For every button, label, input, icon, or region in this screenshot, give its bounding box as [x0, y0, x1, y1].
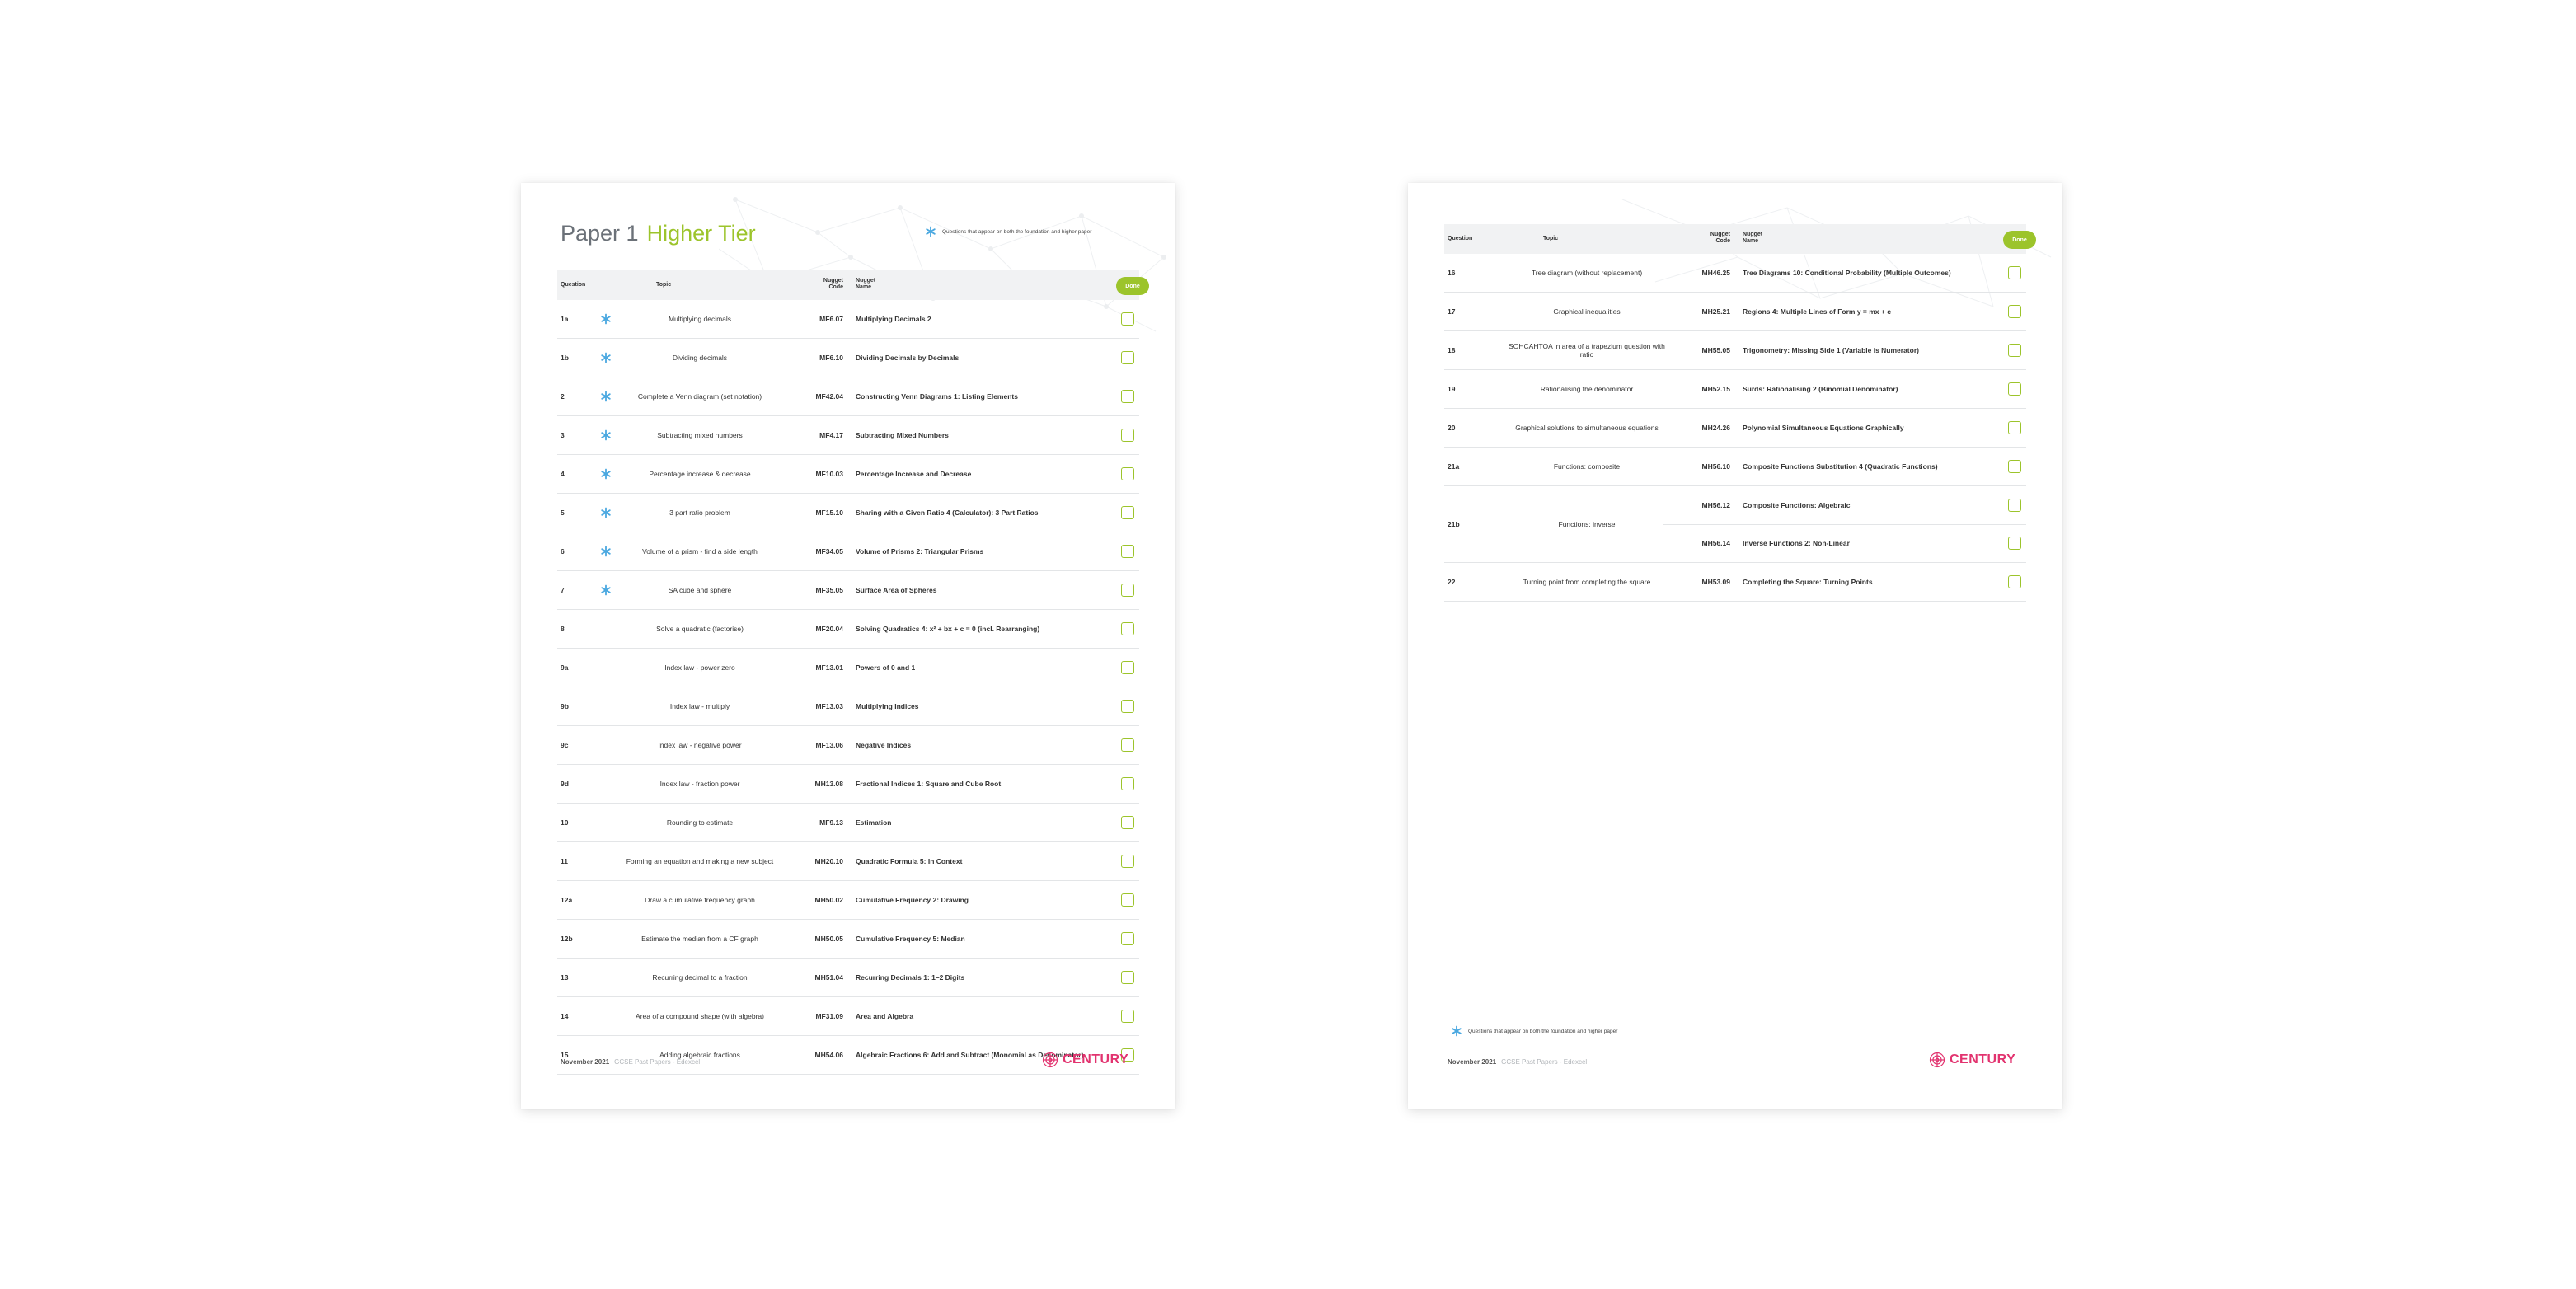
- topic: Draw a cumulative frequency graph: [645, 896, 755, 904]
- document-page-1: [521, 183, 1175, 1109]
- question-number: 19: [1448, 385, 1456, 393]
- footer-date: November 2021: [561, 1058, 610, 1066]
- done-checkbox[interactable]: [2008, 575, 2021, 588]
- asterisk-icon: [600, 546, 612, 557]
- table-row: [557, 339, 1139, 377]
- table-row: [557, 300, 1139, 339]
- nugget-name: Polynomial Simultaneous Equations Graphically: [1743, 424, 1904, 432]
- question-number: 4: [561, 470, 565, 478]
- nugget-code: MH25.21: [1701, 307, 1730, 316]
- table-row: [557, 571, 1139, 610]
- done-checkbox[interactable]: [2008, 305, 2021, 318]
- topic: Tree diagram (without replacement): [1531, 269, 1643, 277]
- nugget-table: [1444, 224, 2062, 602]
- table-row: [557, 997, 1139, 1036]
- nugget-code: MH50.02: [814, 896, 843, 904]
- nugget-code: MF6.10: [819, 354, 843, 362]
- nugget-name: Constructing Venn Diagrams 1: Listing Elements: [856, 392, 1018, 401]
- nugget-code: MH24.26: [1701, 424, 1730, 432]
- header-nugget-code: Nugget Code: [1710, 232, 1730, 244]
- header-nugget-code: Nugget Code: [823, 278, 843, 290]
- century-logo-icon: [1929, 1052, 1945, 1068]
- done-checkbox[interactable]: [2008, 266, 2021, 279]
- header-question: Question: [1448, 236, 1473, 241]
- nugget-name: Surface Area of Spheres: [856, 586, 937, 594]
- footer-date: November 2021: [1448, 1058, 1497, 1066]
- table-row: [557, 687, 1139, 726]
- nugget-name: Tree Diagrams 10: Conditional Probability (Multiple Outcomes): [1743, 269, 1951, 277]
- asterisk-icon: [600, 584, 612, 596]
- question-number: 22: [1448, 578, 1456, 586]
- topic: Rationalising the denominator: [1540, 385, 1634, 393]
- table-row: [557, 377, 1139, 416]
- sub-row: [1663, 486, 2026, 525]
- asterisk-icon: [600, 313, 612, 325]
- topic: Functions: inverse: [1558, 520, 1616, 528]
- nugget-code: MF35.05: [815, 586, 843, 594]
- done-checkbox[interactable]: [1121, 390, 1134, 403]
- nugget-name: Subtracting Mixed Numbers: [856, 431, 949, 439]
- question-number: 15: [561, 1051, 569, 1059]
- question-number: 1a: [561, 315, 569, 323]
- century-logo-icon: [1042, 1052, 1058, 1068]
- nugget-code: MH52.15: [1701, 385, 1730, 393]
- legend-note: [1451, 1025, 1617, 1037]
- topic: Index law - multiply: [669, 702, 730, 710]
- question-number: 14: [561, 1012, 569, 1020]
- nugget-name: Sharing with a Given Ratio 4 (Calculator): 3 Part Ratios: [856, 509, 1039, 517]
- table-row: [557, 920, 1139, 959]
- question-number: 12a: [561, 896, 573, 904]
- nugget-code: MH56.10: [1701, 462, 1730, 471]
- nugget-name: Powers of 0 and 1: [856, 663, 916, 672]
- title-tier: Higher Tier: [646, 221, 756, 246]
- done-checkbox[interactable]: [1121, 816, 1134, 829]
- nugget-code: MH56.12: [1701, 501, 1730, 509]
- nugget-name: Inverse Functions 2: Non-Linear: [1743, 539, 1850, 547]
- table-row: [1444, 293, 2026, 331]
- nugget-code: MH13.08: [814, 780, 843, 788]
- question-number: 17: [1448, 307, 1456, 316]
- done-checkbox[interactable]: [1121, 467, 1134, 480]
- asterisk-icon: [600, 507, 612, 518]
- question-number: 7: [561, 586, 565, 594]
- topic: Adding algebraic fractions: [659, 1051, 740, 1059]
- nugget-name: Cumulative Frequency 2: Drawing: [856, 896, 969, 904]
- done-checkbox[interactable]: [1121, 738, 1134, 752]
- nugget-name: Area and Algebra: [856, 1012, 914, 1020]
- topic: Index law - power zero: [664, 663, 735, 672]
- nugget-name: Multiplying Decimals 2: [856, 315, 931, 323]
- topic: 3 part ratio problem: [669, 509, 730, 517]
- table-row: [557, 959, 1139, 997]
- nugget-code: MF20.04: [815, 625, 843, 633]
- table-row: [557, 610, 1139, 649]
- nugget-code: MH46.25: [1701, 269, 1730, 277]
- table-row: [557, 726, 1139, 765]
- asterisk-icon: [600, 352, 612, 363]
- header-done: Done: [1116, 277, 1149, 295]
- footer: [1448, 1058, 1587, 1066]
- done-checkbox[interactable]: [1121, 700, 1134, 713]
- page-title: [561, 221, 756, 246]
- done-checkbox[interactable]: [2008, 499, 2021, 512]
- topic: Index law - negative power: [658, 741, 742, 749]
- table-row: [1444, 331, 2026, 370]
- question-number: 16: [1448, 269, 1456, 277]
- header-question: Question: [561, 282, 586, 288]
- done-checkbox[interactable]: [1121, 971, 1134, 984]
- footer-description: GCSE Past Papers - Edexcel: [614, 1058, 701, 1066]
- nugget-name: Recurring Decimals 1: 1–2 Digits: [856, 973, 965, 982]
- topic: Area of a compound shape (with algebra): [636, 1012, 764, 1020]
- nugget-name: Trigonometry: Missing Side 1 (Variable is Numerator): [1743, 346, 1919, 354]
- nugget-name: Dividing Decimals by Decimals: [856, 354, 960, 362]
- nugget-name: Cumulative Frequency 5: Median: [856, 935, 965, 943]
- topic: Volume of a prism - find a side length: [642, 547, 758, 555]
- document-page-2: [1408, 183, 2062, 1109]
- nugget-code: MF4.17: [819, 431, 843, 439]
- question-number: 9d: [561, 780, 569, 788]
- nugget-name: Composite Functions: Algebraic: [1743, 501, 1851, 509]
- done-checkbox[interactable]: [1121, 777, 1134, 790]
- question-number: 9b: [561, 702, 569, 710]
- footer-description: GCSE Past Papers - Edexcel: [1501, 1058, 1588, 1066]
- topic: Percentage increase & decrease: [649, 470, 751, 478]
- nugget-code: MF10.03: [815, 470, 843, 478]
- nugget-name: Negative Indices: [856, 741, 912, 749]
- nugget-name: Fractional Indices 1: Square and Cube Root: [856, 780, 1002, 788]
- topic: Graphical inequalities: [1553, 307, 1621, 316]
- table-row: [557, 494, 1139, 532]
- question-number: 20: [1448, 424, 1456, 432]
- nugget-code: MF13.03: [815, 702, 843, 710]
- question-number: 13: [561, 973, 569, 982]
- table-header: [1444, 224, 2026, 254]
- table-row: [1444, 486, 2026, 563]
- table-row: [1444, 370, 2026, 409]
- nugget-name: Completing the Square: Turning Points: [1743, 578, 1873, 586]
- question-number: 12b: [561, 935, 573, 943]
- question-number: 9a: [561, 663, 569, 672]
- nugget-name: Composite Functions Substitution 4 (Quadratic Functions): [1743, 462, 1938, 471]
- question-number: 21b: [1448, 520, 1460, 528]
- nugget-table: [557, 270, 1175, 1075]
- topic: Multiplying decimals: [668, 315, 732, 323]
- done-checkbox[interactable]: [1121, 1010, 1134, 1023]
- done-checkbox[interactable]: [1121, 545, 1134, 558]
- done-checkbox[interactable]: [2008, 421, 2021, 434]
- question-number: 2: [561, 392, 565, 401]
- topic: Estimate the median from a CF graph: [641, 935, 758, 943]
- question-number: 8: [561, 625, 565, 633]
- sub-row: [1663, 524, 2026, 562]
- done-checkbox[interactable]: [1121, 506, 1134, 519]
- nugget-name: Percentage Increase and Decrease: [856, 470, 972, 478]
- topic: Functions: composite: [1553, 462, 1621, 471]
- legend-note: [925, 226, 1091, 237]
- done-checkbox[interactable]: [2008, 537, 2021, 550]
- nugget-code: MF34.05: [815, 547, 843, 555]
- logo-text: CENTURY: [1063, 1052, 1129, 1066]
- nugget-code: MH53.09: [1701, 578, 1730, 586]
- header-topic: Topic: [1543, 236, 1559, 241]
- nugget-name: Estimation: [856, 818, 892, 827]
- topic: Forming an equation and making a new subject: [626, 857, 774, 865]
- topic: Subtracting mixed numbers: [657, 431, 743, 439]
- topic: Turning point from completing the square: [1523, 578, 1651, 586]
- topic: Solve a quadratic (factorise): [656, 625, 744, 633]
- nugget-name: Regions 4: Multiple Lines of Form y = mx + c: [1743, 307, 1891, 316]
- done-checkbox[interactable]: [1121, 622, 1134, 635]
- nugget-code: MH50.05: [814, 935, 843, 943]
- footer: [561, 1058, 700, 1066]
- topic: Recurring decimal to a fraction: [652, 973, 748, 982]
- table-row: [1444, 409, 2026, 448]
- table-body: [1444, 254, 2062, 486]
- nugget-code: MF9.13: [819, 818, 843, 827]
- asterisk-icon: [600, 391, 612, 402]
- topic: Graphical solutions to simultaneous equations: [1515, 424, 1659, 432]
- asterisk-icon: [600, 468, 612, 480]
- table-row: [1444, 448, 2026, 486]
- asterisk-icon: [1451, 1025, 1462, 1037]
- nugget-code: MH54.06: [814, 1051, 843, 1059]
- table-body: [557, 300, 1175, 1075]
- question-number: 11: [561, 857, 568, 865]
- table-header: [557, 270, 1139, 300]
- nugget-code: MF15.10: [815, 509, 843, 517]
- table-row: [557, 532, 1139, 571]
- table-row: [557, 842, 1139, 881]
- header-done: Done: [2003, 231, 2036, 249]
- topic: SA cube and sphere: [668, 586, 732, 594]
- topic: Complete a Venn diagram (set notation): [637, 392, 762, 401]
- nugget-code: MH55.05: [1701, 346, 1730, 354]
- table-row: [557, 765, 1139, 804]
- nugget-name: Surds: Rationalising 2 (Binomial Denominator): [1743, 385, 1898, 393]
- header-nugget-name: Nugget Name: [856, 278, 876, 290]
- header-topic: Topic: [656, 282, 672, 288]
- done-checkbox[interactable]: [1121, 661, 1134, 674]
- table-row: [1444, 254, 2026, 293]
- question-number: 5: [561, 509, 565, 517]
- done-checkbox[interactable]: [2008, 382, 2021, 396]
- topic: SOHCAHTOA in area of a trapezium question with ratio: [1509, 342, 1665, 359]
- table-row: [557, 881, 1139, 920]
- nugget-code: MF31.09: [815, 1012, 843, 1020]
- nugget-code: MH56.14: [1701, 539, 1730, 547]
- nugget-name: Solving Quadratics 4: x² + bx + c = 0 (incl. Rearranging): [856, 625, 1040, 633]
- century-logo: [1042, 1052, 1128, 1068]
- question-number: 1b: [561, 354, 569, 362]
- done-checkbox[interactable]: [1121, 932, 1134, 945]
- title-paper: Paper 1: [561, 221, 639, 246]
- logo-text: CENTURY: [1950, 1052, 2016, 1066]
- century-logo: [1929, 1052, 2015, 1068]
- done-checkbox[interactable]: [1121, 584, 1134, 597]
- nugget-name: Volume of Prisms 2: Triangular Prisms: [856, 547, 984, 555]
- question-number: 3: [561, 431, 565, 439]
- question-number: 9c: [561, 741, 569, 749]
- done-checkbox[interactable]: [2008, 460, 2021, 473]
- nugget-code: MF13.01: [815, 663, 843, 672]
- question-number: 18: [1448, 346, 1456, 354]
- table-row: [557, 455, 1139, 494]
- done-checkbox[interactable]: [1121, 351, 1134, 364]
- nugget-code: MH51.04: [814, 973, 843, 982]
- nugget-code: MF13.06: [815, 741, 843, 749]
- legend-note-text: Questions that appear on both the foundation and higher paper: [942, 228, 1092, 235]
- done-checkbox[interactable]: [2008, 344, 2021, 357]
- table-row: [557, 416, 1139, 455]
- nugget-code: MF42.04: [815, 392, 843, 401]
- legend-note-text: Questions that appear on both the foundation and higher paper: [1468, 1028, 1618, 1034]
- question-number: 10: [561, 818, 569, 827]
- nugget-code: MH20.10: [814, 857, 843, 865]
- table-row: [557, 649, 1139, 687]
- nugget-name: Quadratic Formula 5: In Context: [856, 857, 963, 865]
- topic: Rounding to estimate: [666, 818, 734, 827]
- asterisk-icon: [925, 226, 936, 237]
- question-number: 6: [561, 547, 565, 555]
- nugget-code: MF6.07: [819, 315, 843, 323]
- done-checkbox[interactable]: [1121, 893, 1134, 907]
- asterisk-icon: [600, 429, 612, 441]
- topic: Index law - fraction power: [659, 780, 740, 788]
- question-number: 21a: [1448, 462, 1460, 471]
- table-row: [557, 804, 1139, 842]
- topic: Dividing decimals: [672, 354, 728, 362]
- done-checkbox[interactable]: [1121, 312, 1134, 326]
- header-nugget-name: Nugget Name: [1743, 232, 1763, 244]
- nugget-name: Multiplying Indices: [856, 702, 919, 710]
- done-checkbox[interactable]: [1121, 429, 1134, 442]
- nugget-name: Algebraic Fractions 6: Add and Subtract (Monomial as Denominator): [856, 1051, 1084, 1059]
- done-checkbox[interactable]: [1121, 855, 1134, 868]
- table-row: [1444, 563, 2026, 602]
